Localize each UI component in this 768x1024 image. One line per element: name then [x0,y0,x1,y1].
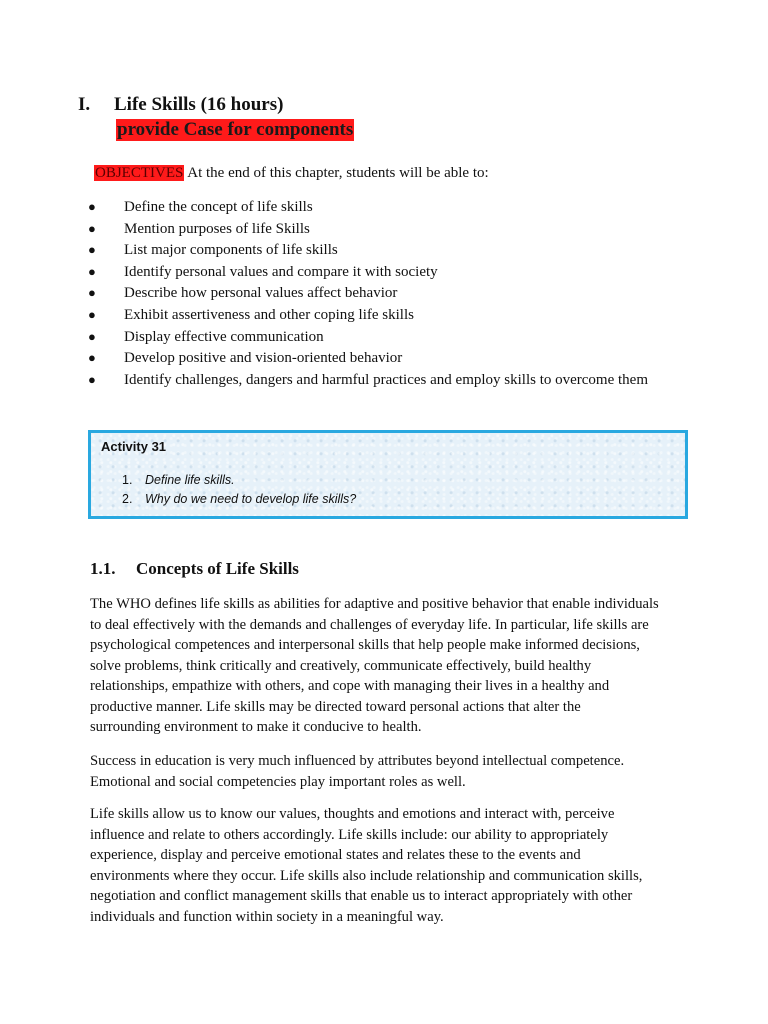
question-text: Define life skills. [145,473,235,487]
activity-title: Activity 31 [101,439,167,454]
objective-item [88,241,648,263]
paragraph-line: The WHO defines life skills as abilities for adaptive and positive behavior that enable individuals [90,596,659,612]
section-heading [90,558,299,580]
activity-question-list [101,472,356,510]
highlighted-case-note: provide Case for components [117,119,354,140]
paragraph-line: productive manner. Life skills may be directed toward personal actions that alter the [90,698,581,715]
paragraph-line: solve problems, think critically and creatively, communicate effectively, build healthy [90,657,592,674]
body-paragraph [90,751,686,792]
chapter-title: Life Skills (16 hours) [114,94,284,115]
objective-item [88,328,648,350]
bullet-icon: ● [88,263,96,279]
objective-item [88,306,648,328]
paragraph-line: individuals and function within society in a meaningful way. [90,908,444,925]
bullet-icon: ● [88,285,96,301]
objective-text: Exhibit assertiveness and other coping life skills [124,306,414,323]
chapter-number: I. [78,94,91,115]
activity-question [101,491,356,510]
paragraph-line: experience, display and perceive emotional states and relates these to the events and [90,847,581,863]
paragraph-line: surrounding environment to make it conducive to health. [90,719,422,735]
objective-text: Develop positive and vision-oriented behavior [124,350,403,367]
bullet-icon: ● [88,371,96,387]
objective-text: Define the concept of life skills [124,199,313,215]
paragraph-line: to deal effectively with the demands and challenges of everyday life. In particular, life skills are [90,616,649,633]
objective-text: Display effective communication [124,328,324,345]
question-text: Why do we need to develop life skills? [145,492,357,506]
paragraph-line: negotiation and conflict management skills that enable us to interact appropriately with other [90,888,633,904]
question-number: 2. [122,492,133,506]
question-number: 1. [122,473,133,487]
objective-text: Describe how personal values affect behavior [124,285,398,302]
objective-item [88,349,648,371]
objective-item [88,263,648,285]
objective-item [88,284,648,306]
bullet-icon: ● [88,328,96,344]
objective-text: List major components of life skills [124,242,338,259]
objective-text: Identify personal values and compare it with society [124,263,438,280]
objective-item [88,371,648,393]
paragraph-line: influence and relate to others accordingly. Life skills include: our ability to appropriately [90,826,609,843]
objectives-intro [94,164,489,183]
paragraph-line: Emotional and social competencies play important roles as well. [90,773,466,790]
bullet-icon: ● [88,220,96,236]
activity-question [101,472,356,491]
objectives-list [88,198,648,392]
paragraph-line: Life skills allow us to know our values, thoughts and emotions and interact with, perceive [90,806,615,822]
bullet-icon: ● [88,242,96,258]
objectives-highlight-tag: OBJECTIVES [95,165,184,181]
paragraph-line: relationships, empathize with others, and cope with managing their lives in a healthy and [90,678,610,694]
objective-text: Mention purposes of life Skills [124,220,310,237]
bullet-icon: ● [88,306,96,322]
paragraph-line: Success in education is very much influenced by attributes beyond intellectual competence. [90,753,625,769]
paragraph-line: psychological competences and interpersonal skills that help people make informed decisions, [90,637,640,653]
bullet-icon: ● [88,350,96,366]
section-title: Concepts of Life Skills [136,559,299,578]
objective-item [88,198,648,220]
paragraph-line: environments where they occur. Life skills also include relationship and communication skills, [90,867,643,884]
objective-text: Identify challenges, dangers and harmful practices and employ skills to overcome them [124,371,648,388]
chapter-heading [78,93,283,117]
objectives-intro-text: At the end of this chapter, students will be able to: [184,165,489,181]
bullet-icon: ● [88,199,96,214]
body-paragraph [90,804,686,927]
objective-item [88,220,648,242]
activity-box [88,430,688,519]
body-paragraph [90,594,686,738]
section-number: 1.1. [90,559,116,578]
